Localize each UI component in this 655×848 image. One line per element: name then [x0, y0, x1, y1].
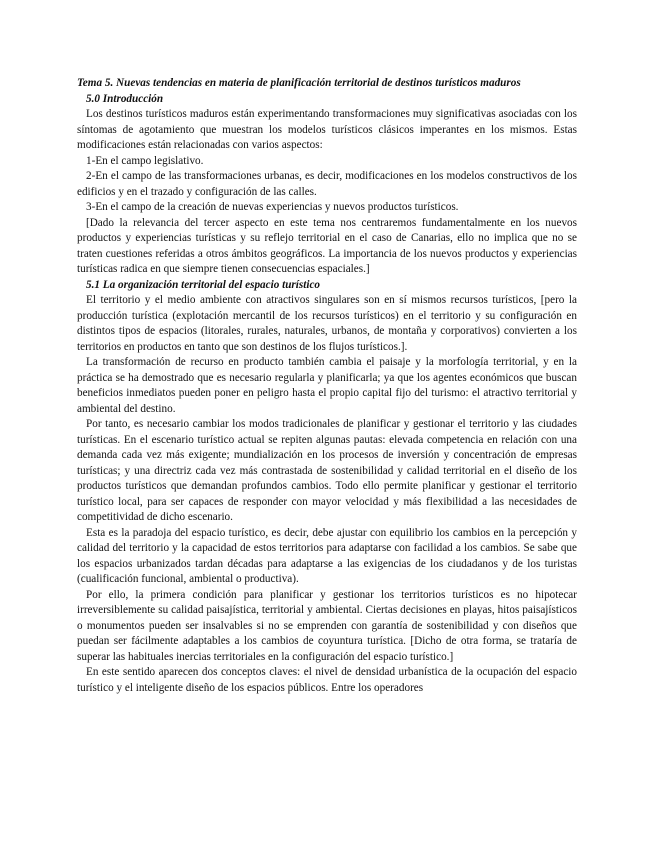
list-item: 2-En el campo de las transformaciones urbanas, es decir, modificaciones en los modelos constructivos de los edificios y en el trazado y configuración de las calles. [77, 170, 577, 198]
body-paragraph: En este sentido aparecen dos conceptos claves: el nivel de densidad urbanística de la ocupación del espacio turístico y el inteligente diseño de los espacios públicos. Entre los operadores [77, 666, 577, 694]
body-paragraph: Por ello, la primera condición para planificar y gestionar los territorios turísticos es no hipotecar irreversiblemente su calidad paisajística, territorial y ambiental. Ciertas decisiones en playas, hitos paisajísticos o monumentos pueden ser insalvables si no se emprenden con garantía de sostenibilidad y con diseños que puedan ser fácilmente adaptables a los cambios de coyuntura turística. [Dicho de otra forma, se trataría de superar las habituales inercias territoriales en la configuración del espacio turístico.] [77, 588, 577, 663]
list-item: 3-En el campo de la creación de nuevas experiencias y nuevos productos turísticos. [86, 201, 459, 213]
intro-paragraph: Los destinos turísticos maduros están experimentando transformaciones muy significativas asociadas con los síntomas de agotamiento que muestran los modelos turísticos clásicos imperantes en los mismos. Estas modificaciones están relacionadas con varios aspectos: [77, 108, 577, 151]
body-paragraph: Por tanto, es necesario cambiar los modos tradicionales de planificar y gestionar el territorio y las ciudades turísticas. En el escenario turístico actual se repiten algunas pautas: elevada competencia en relación con una demanda cada vez más exigente; mundialización en los procesos de inversión y concentración de empresas turísticas; y una directriz cada vez más contrastada de sostenibilidad y calidad territorial en el diseño de los productos turísticos que demandan profundos cambios. Todo ello permite planificar y gestionar el territorio turístico local, para ser capaces de responder con mayor velocidad y más flexibilidad a las necesidades de competitividad de dicho escenario. [77, 418, 577, 523]
document-page [77, 76, 577, 696]
list-item: 1-En el campo legislativo. [86, 154, 204, 167]
section-heading-organizacion: 5.1 La organización territorial del espacio turístico [86, 278, 321, 291]
section-heading-introduccion: 5.0 Introducción [86, 92, 164, 105]
body-paragraph: Esta es la paradoja del espacio turístico, es decir, debe ajustar con equilibrio los cambios en la percepción y calidad del territorio y la capacidad de estos territorios para adaptarse con facilidad a los cambios. Se sabe que los espacios urbanizados tardan décadas para adaptarse a las exigencias de los ciudadanos y de los turistas (cualificación funcional, ambiental o productiva). [77, 526, 577, 585]
body-paragraph: El territorio y el medio ambiente con atractivos singulares son en sí mismos recursos turísticos, [pero la producción turística (explotación mercantil de los recursos turísticos) en el territorio y su configuración en distintos tipos de espacios (litorales, rurales, naturales, urbanos, de montaña y corporativos) convierten a los territorios en productos en tanto que son destinos de los flujos turísticos.]. [77, 294, 577, 353]
document-title: Tema 5. Nuevas tendencias en materia de planificación territorial de destinos turísticos maduros [77, 77, 521, 89]
body-paragraph: La transformación de recurso en producto también cambia el paisaje y la morfología territorial, y en la práctica se ha demostrado que es necesario regularla y planificarla; ya que los agentes económicos que buscan beneficios inmediatos pueden poner en peligro hasta el propio capital fijo del turismo: el atractivo territorial y ambiental del destino. [77, 356, 577, 415]
bracket-paragraph: [Dado la relevancia del tercer aspecto en este tema nos centraremos fundamentalmente en los nuevos productos y experiencias turísticas y su reflejo territorial en el caso de Canarias, ello no implica que no se traten cuestiones referidas a otros ámbitos geográficos. La importancia de los nuevos productos y experiencias turísticas radica en que siempre tienen consecuencias espaciales.] [77, 216, 577, 275]
